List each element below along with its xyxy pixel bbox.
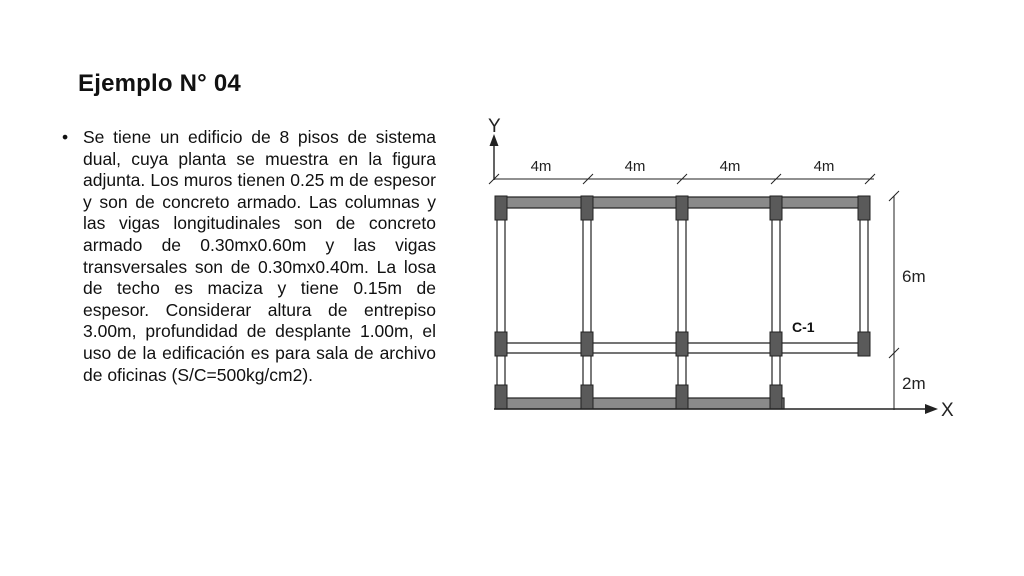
floor-plan-diagram xyxy=(470,110,970,440)
column-2-3 xyxy=(581,385,593,409)
column-5-2 xyxy=(858,332,870,356)
column-5-1 xyxy=(858,196,870,220)
column-4-2 xyxy=(770,332,782,356)
column-4-1 xyxy=(770,196,782,220)
bay-label-2: 4m xyxy=(624,158,646,175)
column-3-3 xyxy=(676,385,688,409)
column-2-2 xyxy=(581,332,593,356)
column-2-1 xyxy=(581,196,593,220)
bay-label-1: 4m xyxy=(530,158,552,175)
column-1-2 xyxy=(495,332,507,356)
bay-label-4: 4m xyxy=(813,158,835,175)
dimension-2m-label: 2m xyxy=(902,374,926,393)
bay-label-3: 4m xyxy=(719,158,741,175)
column-1-3 xyxy=(495,385,507,409)
x-axis-arrow-icon xyxy=(925,404,938,414)
column-4-3 xyxy=(770,385,782,409)
column-3-2 xyxy=(676,332,688,356)
plan-structure xyxy=(495,196,870,409)
bullet-paragraph xyxy=(62,127,436,386)
bullet-marker: • xyxy=(62,127,69,147)
x-axis-label: X xyxy=(941,400,954,421)
bullet-text: Se tiene un edificio de 8 pisos de sistema dual, cuya planta se muestra en la figura adjunta. Los muros tienen 0.25 m de espesor y son de concreto armado. Las columnas y las vigas longitudinales son de concreto armado de 0.30mx0.60m y las vigas transversales son de 0.30mx0.40m. La losa de techo es maciza y tiene 0.15m de espesor. Considerar altura de entrepiso 3.00m, profundidad de desplante 1.00m, el uso de la edificación es para sala de archivo de oficinas (S/C=500kg/cm2). xyxy=(83,127,436,385)
column-c1-label: C-1 xyxy=(792,319,815,335)
slide-title: Ejemplo N° 04 xyxy=(78,70,241,97)
y-axis-label: Y xyxy=(488,116,501,137)
column-3-1 xyxy=(676,196,688,220)
dimension-6m-label: 6m xyxy=(902,267,926,286)
column-1-1 xyxy=(495,196,507,220)
bottom-beam xyxy=(496,398,784,409)
